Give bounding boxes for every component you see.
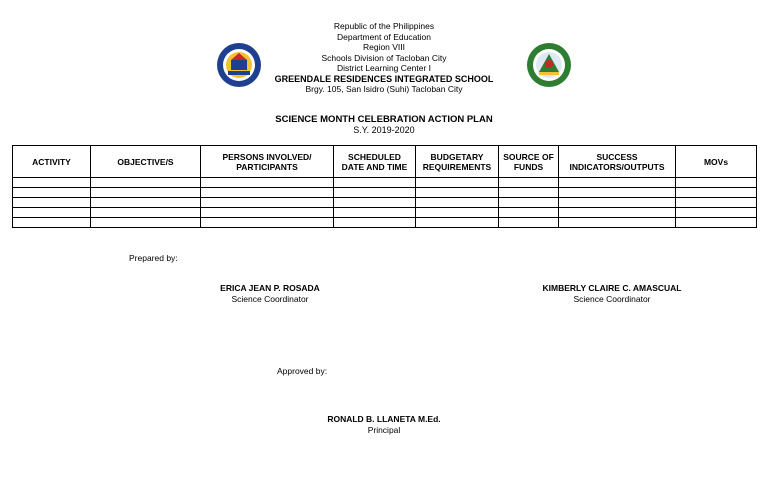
school-year: S.Y. 2019-2020 bbox=[353, 125, 415, 135]
table-cell bbox=[334, 188, 416, 198]
table-cell bbox=[201, 178, 334, 188]
table-cell bbox=[13, 188, 91, 198]
table-cell bbox=[416, 188, 499, 198]
column-header-activity: ACTIVITY bbox=[13, 146, 91, 178]
table-cell bbox=[13, 178, 91, 188]
table-header-row bbox=[13, 146, 757, 178]
table-row bbox=[13, 178, 757, 188]
header-line-region: Region VIII bbox=[362, 42, 406, 52]
header-line-republic: Republic of the Philippines bbox=[333, 21, 435, 31]
table-cell bbox=[416, 198, 499, 208]
table-row bbox=[13, 188, 757, 198]
table-cell bbox=[91, 178, 201, 188]
table-cell bbox=[91, 218, 201, 228]
document-header bbox=[0, 21, 768, 95]
table-row bbox=[13, 208, 757, 218]
table-cell bbox=[334, 218, 416, 228]
action-plan-table bbox=[12, 145, 757, 228]
table-cell bbox=[416, 218, 499, 228]
table-cell bbox=[91, 188, 201, 198]
document-title: SCIENCE MONTH CELEBRATION ACTION PLAN bbox=[275, 114, 493, 125]
prepared-by-label: Prepared by: bbox=[129, 253, 178, 263]
table-cell bbox=[559, 198, 676, 208]
table-cell bbox=[91, 198, 201, 208]
table-cell bbox=[201, 218, 334, 228]
table-cell bbox=[676, 178, 757, 188]
approved-by-label: Approved by: bbox=[277, 366, 328, 376]
table-row bbox=[13, 198, 757, 208]
table-cell bbox=[499, 188, 559, 198]
column-header-source-of-funds: SOURCE OF FUNDS bbox=[499, 146, 559, 178]
school-address: Brgy. 105, San Isidro (Suhi) Tacloban City bbox=[305, 84, 463, 94]
table-cell bbox=[559, 178, 676, 188]
table-cell bbox=[559, 218, 676, 228]
table-cell bbox=[559, 208, 676, 218]
table-cell bbox=[334, 198, 416, 208]
column-header-movs: MOVs bbox=[676, 146, 757, 178]
table-cell bbox=[13, 218, 91, 228]
preparer-signature-1 bbox=[170, 283, 370, 304]
document-title-block bbox=[0, 114, 768, 136]
deped-seal-logo bbox=[526, 42, 572, 88]
school-seal-logo bbox=[216, 42, 262, 88]
column-header-success-indicators: SUCCESS INDICATORS/OUTPUTS bbox=[559, 146, 676, 178]
table-cell bbox=[91, 208, 201, 218]
preparer-1-name: ERICA JEAN P. ROSADA bbox=[220, 283, 320, 293]
column-header-budgetary: BUDGETARY REQUIREMENTS bbox=[416, 146, 499, 178]
table-cell bbox=[676, 198, 757, 208]
table-cell bbox=[676, 218, 757, 228]
table-cell bbox=[499, 208, 559, 218]
approver-role: Principal bbox=[367, 424, 401, 435]
table-cell bbox=[201, 208, 334, 218]
table-cell bbox=[334, 208, 416, 218]
table-cell bbox=[13, 208, 91, 218]
table-cell bbox=[676, 208, 757, 218]
column-header-objectives: OBJECTIVE/S bbox=[91, 146, 201, 178]
preparer-2-name: KIMBERLY CLAIRE C. AMASCUAL bbox=[542, 283, 682, 293]
table-cell bbox=[13, 198, 91, 208]
preparer-signature-2 bbox=[497, 283, 727, 304]
school-name: GREENDALE RESIDENCES INTEGRATED SCHOOL bbox=[274, 73, 494, 84]
table-cell bbox=[416, 178, 499, 188]
approver-name: RONALD B. LLANETA M.Ed. bbox=[327, 414, 441, 424]
preparer-1-role: Science Coordinator bbox=[231, 293, 309, 304]
table-cell bbox=[499, 198, 559, 208]
column-header-persons-involved: PERSONS INVOLVED/ PARTICIPANTS bbox=[201, 146, 334, 178]
table-cell bbox=[559, 188, 676, 198]
approver-signature bbox=[284, 414, 484, 435]
table-cell bbox=[201, 198, 334, 208]
table-cell bbox=[499, 218, 559, 228]
header-line-department: Department of Education bbox=[336, 31, 432, 42]
header-line-division: Schools Division of Tacloban City bbox=[321, 52, 447, 63]
table-cell bbox=[499, 178, 559, 188]
table-cell bbox=[676, 188, 757, 198]
column-header-scheduled-date: SCHEDULED DATE AND TIME bbox=[334, 146, 416, 178]
table-row bbox=[13, 218, 757, 228]
table-cell bbox=[416, 208, 499, 218]
header-line-district: District Learning Center I bbox=[336, 63, 431, 73]
preparer-2-role: Science Coordinator bbox=[573, 293, 651, 304]
table-cell bbox=[201, 188, 334, 198]
table-cell bbox=[334, 178, 416, 188]
